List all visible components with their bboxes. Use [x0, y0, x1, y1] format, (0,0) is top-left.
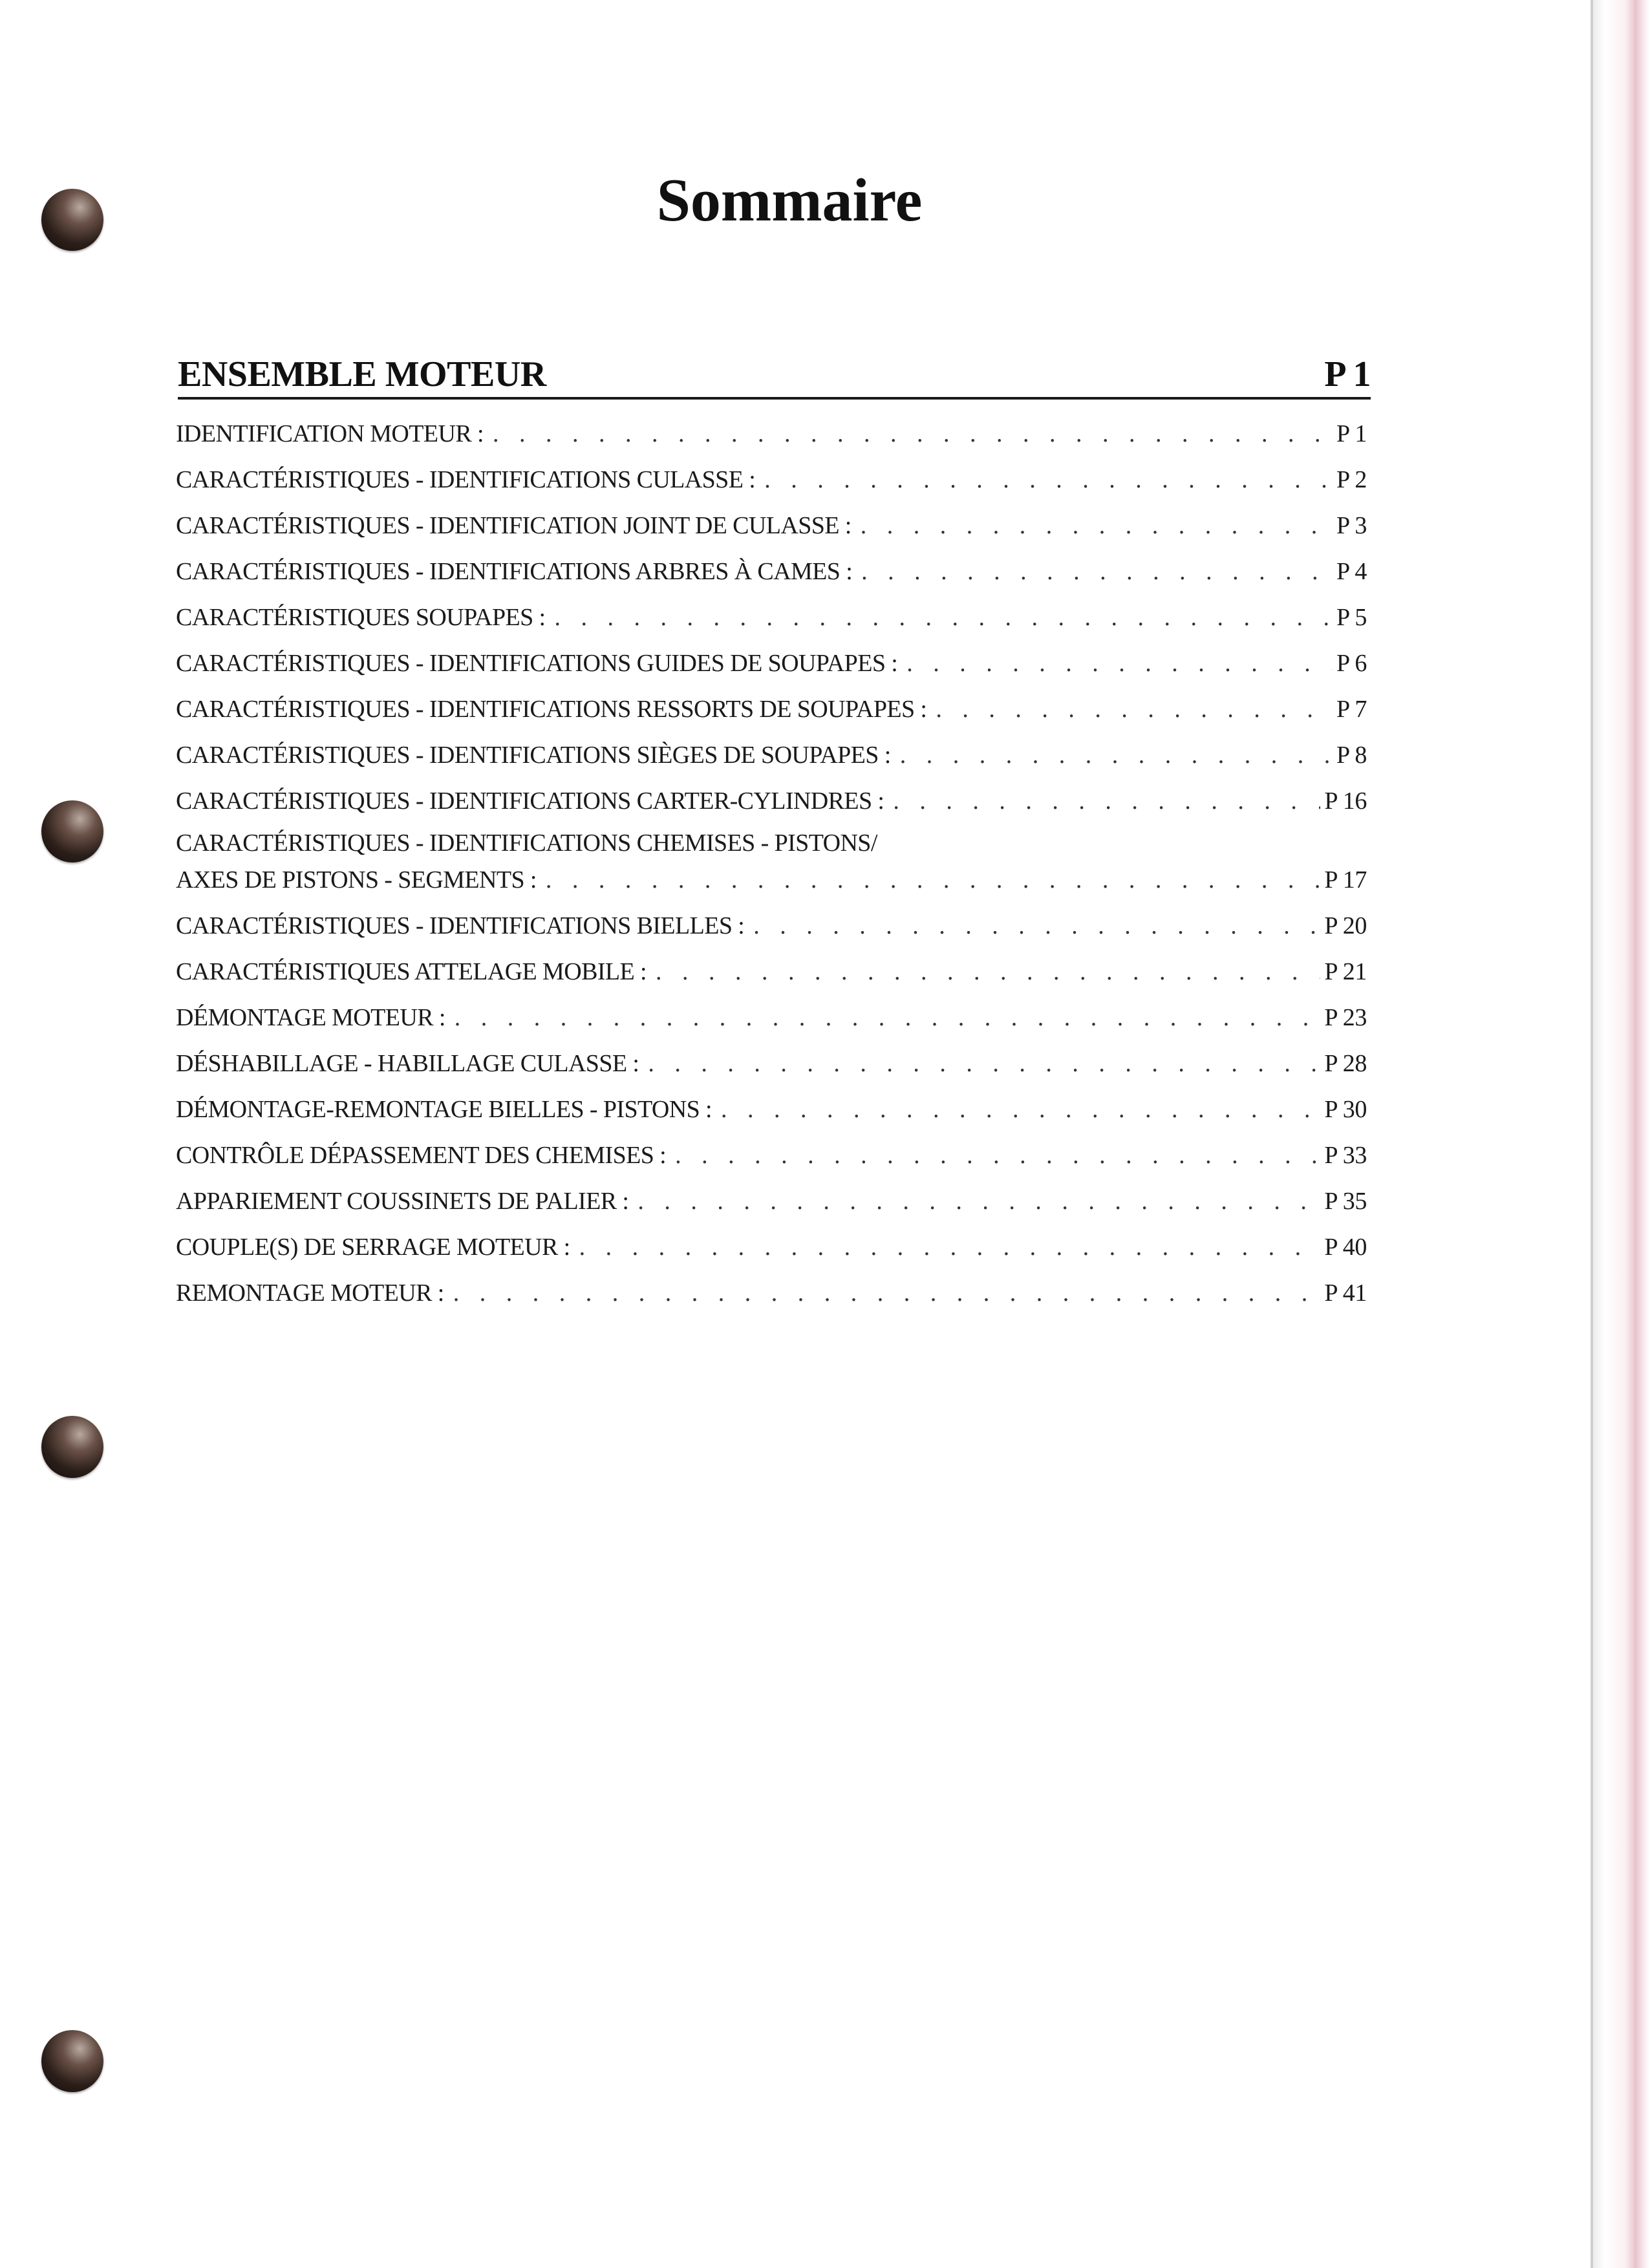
toc-entry-label: CARACTÉRISTIQUES - IDENTIFICATIONS CULASSE :	[176, 466, 756, 493]
toc-entry-page: P 8	[1336, 742, 1367, 769]
toc-leader-dots	[648, 1041, 1320, 1087]
toc-entry[interactable]	[176, 503, 1367, 549]
toc-entry-page: P 21	[1324, 958, 1367, 985]
toc-leader-dots	[555, 595, 1333, 641]
toc-entry[interactable]	[176, 778, 1367, 824]
page-edge-shadow	[1591, 0, 1593, 2268]
toc-entry-label: CARACTÉRISTIQUES - IDENTIFICATIONS GUIDES DE SOUPAPES :	[176, 650, 898, 677]
toc-entry[interactable]	[176, 1179, 1367, 1225]
toc-leader-dots	[936, 687, 1333, 733]
toc-entry-label: CARACTÉRISTIQUES - IDENTIFICATION JOINT DE CULASSE :	[176, 512, 852, 539]
toc-entry-page: P 41	[1324, 1279, 1367, 1307]
toc-entry-page: P 17	[1324, 866, 1367, 893]
toc-entry[interactable]	[176, 1270, 1367, 1316]
toc-entry-label: DÉSHABILLAGE - HABILLAGE CULASSE :	[176, 1050, 639, 1077]
toc-leader-dots	[453, 1270, 1321, 1316]
toc-entry[interactable]	[176, 411, 1367, 457]
toc-entry-page: P 16	[1324, 787, 1367, 815]
toc-entry-label: CARACTÉRISTIQUES ATTELAGE MOBILE :	[176, 958, 647, 985]
toc-entry[interactable]	[176, 1041, 1367, 1087]
page-edge	[1591, 0, 1650, 2268]
toc-entry-page: P 6	[1336, 650, 1367, 677]
toc-leader-dots	[721, 1087, 1320, 1133]
toc-entry-page: P 28	[1324, 1050, 1367, 1077]
toc-leader-dots	[753, 903, 1320, 949]
toc-entry-page: P 4	[1336, 558, 1367, 585]
toc-entry-page: P 3	[1336, 512, 1367, 539]
toc-entry-label: COUPLE(S) DE SERRAGE MOTEUR :	[176, 1234, 570, 1261]
toc-entry[interactable]	[176, 733, 1367, 778]
toc-entry-label: CARACTÉRISTIQUES SOUPAPES :	[176, 604, 546, 631]
toc-entry[interactable]	[176, 995, 1367, 1041]
toc-leader-dots	[638, 1179, 1320, 1225]
toc-entry-page: P 30	[1324, 1096, 1367, 1123]
toc-leader-dots	[493, 411, 1333, 457]
toc-leader-dots	[764, 457, 1333, 503]
toc-entry[interactable]	[176, 1225, 1367, 1270]
toc-entry-page: P 2	[1336, 466, 1367, 493]
toc-entry-label: CARACTÉRISTIQUES - IDENTIFICATIONS BIELLES :	[176, 912, 745, 939]
toc-entry[interactable]	[176, 903, 1367, 949]
toc-entry[interactable]	[176, 457, 1367, 503]
toc-leader-dots	[455, 995, 1321, 1041]
toc-entry-page: P 5	[1336, 604, 1367, 631]
toc-entry-page: P 7	[1336, 696, 1367, 723]
toc-entry[interactable]	[176, 1087, 1367, 1133]
toc-entry-page: P 35	[1324, 1188, 1367, 1215]
toc-entry-page: P 1	[1336, 420, 1367, 447]
toc-entry-page: P 40	[1324, 1234, 1367, 1261]
toc-entry[interactable]	[176, 641, 1367, 687]
toc-entry-label: CARACTÉRISTIQUES - IDENTIFICATIONS RESSORTS DE SOUPAPES :	[176, 696, 927, 723]
toc-leader-dots	[579, 1225, 1321, 1270]
toc-entry[interactable]	[176, 1133, 1367, 1179]
punch-hole-2	[41, 800, 103, 862]
toc-entry-label: CARACTÉRISTIQUES - IDENTIFICATIONS CARTER-CYLINDRES :	[176, 787, 884, 815]
section-title: ENSEMBLE MOTEUR	[178, 354, 546, 394]
toc-entry[interactable]	[176, 824, 1367, 903]
toc-entry[interactable]	[176, 687, 1367, 733]
toc-entry-label: DÉMONTAGE-REMONTAGE BIELLES - PISTONS :	[176, 1096, 712, 1123]
toc-leader-dots	[861, 503, 1333, 549]
toc-entry-label: AXES DE PISTONS - SEGMENTS :	[176, 866, 537, 893]
toc-leader-dots	[656, 949, 1320, 995]
section-header	[178, 344, 1371, 400]
punch-hole-4	[41, 2030, 103, 2092]
toc-entry-page: P 23	[1324, 1004, 1367, 1031]
toc-entry[interactable]	[176, 949, 1367, 995]
toc-entry-label: CARACTÉRISTIQUES - IDENTIFICATIONS ARBRES À CAMES :	[176, 558, 853, 585]
toc-leader-dots	[906, 641, 1333, 687]
toc-entry[interactable]	[176, 549, 1367, 595]
toc-entry-label: CARACTÉRISTIQUES - IDENTIFICATIONS SIÈGES DE SOUPAPES :	[176, 742, 891, 769]
toc-leader-dots	[546, 857, 1321, 903]
toc-entry-label: CONTRÔLE DÉPASSEMENT DES CHEMISES :	[176, 1142, 667, 1169]
table-of-contents	[176, 411, 1367, 1316]
toc-entry-label: IDENTIFICATION MOTEUR :	[176, 420, 484, 447]
toc-leader-dots	[900, 733, 1333, 778]
toc-entry-label: REMONTAGE MOTEUR :	[176, 1279, 444, 1307]
toc-entry-label: DÉMONTAGE MOTEUR :	[176, 1004, 445, 1031]
toc-leader-dots	[675, 1133, 1320, 1179]
page-title: Sommaire	[656, 167, 923, 234]
section-page-number: P 1	[1324, 354, 1371, 394]
toc-entry[interactable]	[176, 595, 1367, 641]
toc-entry-page: P 20	[1324, 912, 1367, 939]
toc-entry-page: P 33	[1324, 1142, 1367, 1169]
toc-leader-dots	[893, 778, 1320, 824]
toc-entry-label: APPARIEMENT COUSSINETS DE PALIER :	[176, 1188, 629, 1215]
toc-leader-dots	[861, 549, 1333, 595]
punch-hole-3	[41, 1416, 103, 1478]
toc-entry-label-line1: CARACTÉRISTIQUES - IDENTIFICATIONS CHEMISES - PISTONS/	[176, 829, 877, 857]
